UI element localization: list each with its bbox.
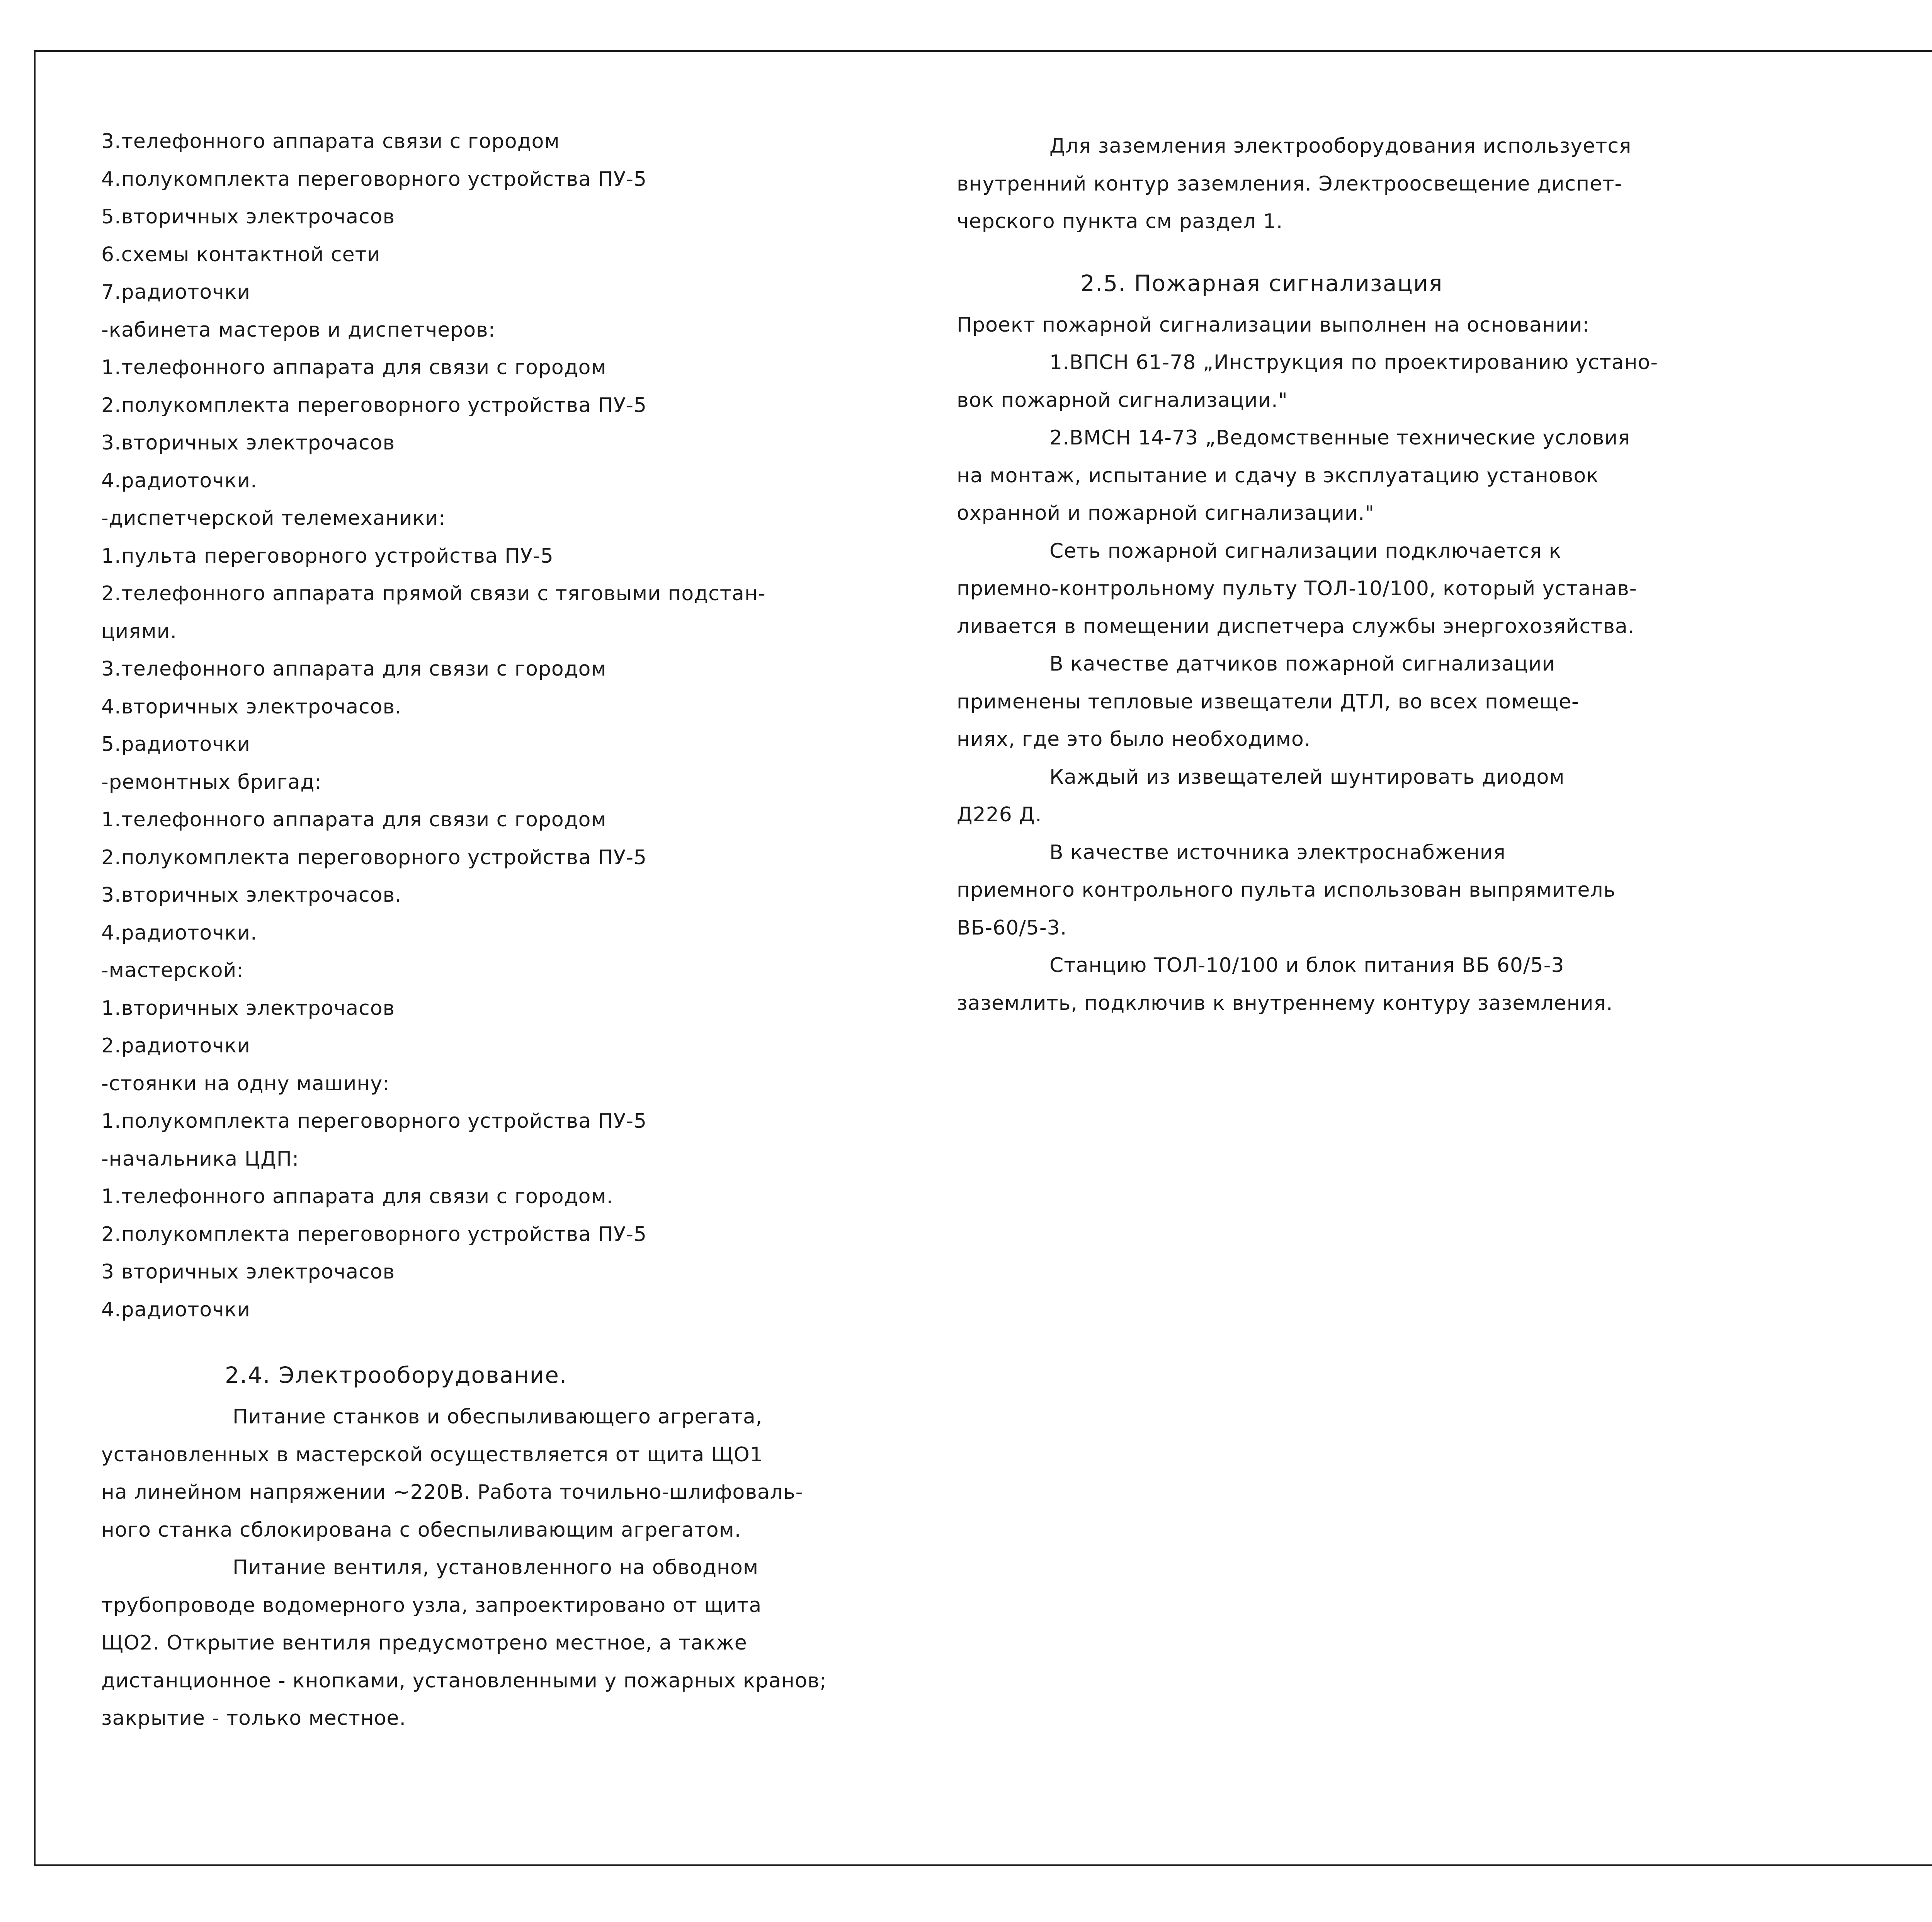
list-item: 4.полукомплекта переговорного устройства ПУ-5 [101,167,647,191]
paragraph-line: ного станка сблокирована с обеспыливающим агрегатом. [101,1518,742,1542]
paragraph-line: Сеть пожарной сигнализации подключается к [1049,539,1561,563]
paragraph-line: Станцию ТОЛ-10/100 и блок питания ВБ 60/5-3 [1049,954,1565,977]
paragraph-line: Для заземления электрооборудования используется [1049,134,1632,158]
list-item: 3.вторичных электрочасов [101,431,395,455]
paragraph-line: заземлить, подключив к внутреннему контуру заземления. [957,991,1613,1015]
section-heading: 2.5. Пожарная сигнализация [1080,270,1443,296]
paragraph-line: трубопроводе водомерного узла, запроектировано от щита [101,1593,762,1617]
paragraph-line: В качестве источника электроснабжения [1049,841,1506,864]
list-item: 1.телефонного аппарата для связи с городом [101,356,607,379]
paragraph-line: приемного контрольного пульта использован выпрямитель [957,878,1616,902]
list-heading: -диспетчерской телемеханики: [101,507,446,530]
paragraph-line: черского пункта см раздел 1. [957,210,1283,233]
paragraph-line: 1.ВПСН 61-78 „Инструкция по проектированию устано- [1049,351,1658,374]
list-item: 7.радиоточки [101,281,251,304]
list-heading: -кабинета мастеров и диспетчеров: [101,318,496,342]
paragraph-line: Проект пожарной сигнализации выполнен на основании: [957,313,1590,337]
paragraph-line: закрытие - только местное. [101,1707,406,1730]
paragraph-line: дистанционное - кнопками, установленными у пожарных кранов; [101,1669,827,1692]
list-heading: -начальника ЦДП: [101,1147,299,1171]
paragraph-line: установленных в мастерской осуществляется от щита ЩО1 [101,1443,763,1466]
list-heading: -стоянки на одну машину: [101,1072,390,1095]
list-item: 1.вторичных электрочасов [101,996,395,1020]
right-column [957,128,1768,1022]
paragraph-line: Д226 Д. [957,803,1042,826]
list-item: 1.полукомплекта переговорного устройства ПУ-5 [101,1110,647,1133]
paragraph-line: Питание вентиля, установленного на обводном [233,1556,759,1579]
paragraph-line: ЩО2. Открытие вентиля предусмотрено местное, а также [101,1631,747,1655]
list-item: 2.полукомплекта переговорного устройства ПУ-5 [101,1222,647,1246]
list-item: 2.полукомплекта переговорного устройства ПУ-5 [101,846,647,869]
paragraph-line: Каждый из извещателей шунтировать диодом [1049,765,1565,789]
paragraph-line: вок пожарной сигнализации." [957,388,1288,412]
paragraph-line: охранной и пожарной сигнализации." [957,502,1375,525]
list-item: 1.пульта переговорного устройства ПУ-5 [101,544,554,568]
paragraph-line: на монтаж, испытание и сдачу в эксплуатацию установок [957,464,1599,487]
list-item: 3.вторичных электрочасов. [101,884,402,907]
list-item: 2.полукомплекта переговорного устройства ПУ-5 [101,393,647,417]
paragraph-line: приемно-контрольному пульту ТОЛ-10/100, который устанав- [957,577,1637,600]
paragraph-line: применены тепловые извещатели ДТЛ, во всех помеще- [957,690,1579,713]
list-item: 2.телефонного аппарата прямой связи с тяговыми подстан- [101,582,766,605]
paragraph-line: внутренний контур заземления. Электроосвещение диспет- [957,172,1622,196]
list-item: 5.вторичных электрочасов [101,205,395,228]
paragraph-line: 2.ВМСН 14-73 „Ведомственные технические условия [1049,426,1631,449]
list-item: 3.телефонного аппарата для связи с городом [101,657,607,681]
section-electrical-equipment [101,1352,951,1738]
list-item: 6.схемы контактной сети [101,243,381,266]
list-item: 2.радиоточки [101,1034,251,1057]
list-item: циями. [101,620,177,643]
left-column [101,123,951,1738]
equipment-list [101,123,951,1329]
list-item: 4.вторичных электрочасов. [101,695,402,718]
section-heading: 2.4. Электрооборудование. [225,1362,568,1388]
list-item: 4.радиоточки. [101,921,257,945]
paragraph-line: ВБ-60/5-3. [957,916,1067,940]
list-heading: -ремонтных бригад: [101,770,322,794]
paragraph-line: ниях, где это было необходимо. [957,728,1311,751]
section-fire-alarm [957,260,1768,1023]
paragraph-line: ливается в помещении диспетчера службы энергохозяйства. [957,615,1635,638]
paragraph-line: Питание станков и обеспыливающего агрегата, [233,1405,763,1428]
list-heading: -мастерской: [101,959,244,982]
list-item: 5.радиоточки [101,733,251,756]
paragraph-line: на линейном напряжении ~220В. Работа точильно-шлифоваль- [101,1481,803,1504]
grounding-paragraph [957,128,1768,241]
list-item: 4.радиоточки [101,1298,251,1321]
list-item: 3.телефонного аппарата связи с городом [101,130,560,153]
list-item: 1.телефонного аппарата для связи с городом [101,808,607,831]
list-item: 4.радиоточки. [101,469,257,492]
list-item: 1.телефонного аппарата для связи с городом. [101,1185,614,1208]
paragraph-line: В качестве датчиков пожарной сигнализации [1049,652,1556,676]
list-item: 3 вторичных электрочасов [101,1260,395,1284]
